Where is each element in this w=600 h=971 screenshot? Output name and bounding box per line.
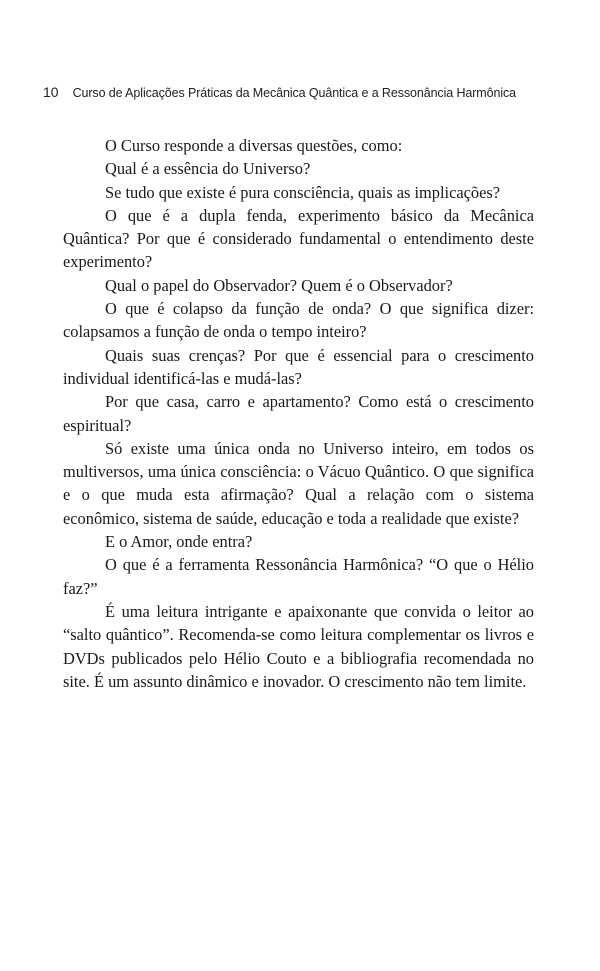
paragraph: O que é colapso da função de onda? O que significa dizer: colapsamos a função de onda o tempo inteiro?: [63, 299, 534, 342]
page-number: 10: [43, 84, 59, 100]
paragraph: O que é a ferramenta Ressonância Harmônica? “O que o Hélio faz?”: [63, 555, 534, 598]
running-header: [43, 84, 516, 100]
paragraph: Qual é a essência do Universo?: [105, 159, 311, 179]
paragraph: Qual o papel do Observador? Quem é o Observador?: [105, 275, 453, 295]
paragraph: O que é a dupla fenda, experimento básico da Mecânica Quântica? Por que é considerado fundamental o entendimento deste experimento?: [63, 205, 534, 272]
paragraph: O Curso responde a diversas questões, como:: [105, 136, 403, 155]
paragraph: Por que casa, carro e apartamento? Como está o crescimento espiritual?: [63, 392, 534, 435]
paragraph: Se tudo que existe é pura consciência, quais as implicações?: [105, 182, 501, 202]
body-text: [63, 134, 534, 693]
paragraph: Quais suas crenças? Por que é essencial para o crescimento individual identificá-las e mudá-las?: [63, 345, 534, 388]
paragraph: É uma leitura intrigante e apaixonante que convida o leitor ao “salto quântico”. Recomenda-se como leitura complementar os livros e DVDs publicados pelo Hélio Couto e a bibliografia recomendada no site. É um assunto dinâmico e inovador. O crescimento não tem limite.: [63, 601, 534, 691]
paragraph: E o Amor, onde entra?: [105, 532, 253, 552]
running-title: Curso de Aplicações Práticas da Mecânica Quântica e a Ressonância Harmônica: [72, 86, 517, 100]
paragraph: Só existe uma única onda no Universo inteiro, em todos os multiversos, uma única consciência: o Vácuo Quântico. O que significa e o que muda esta afirmação? Qual a relação com o sistema econômico, sistema de saúde, educação e toda a realidade que existe?: [63, 438, 534, 528]
